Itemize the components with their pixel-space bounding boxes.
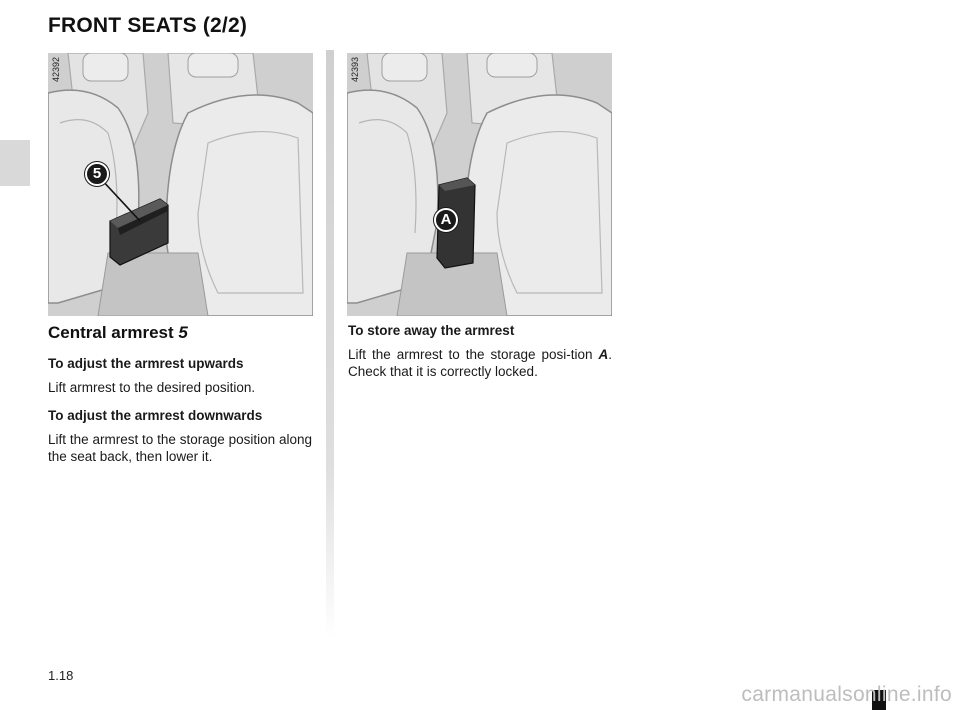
left-column xyxy=(48,322,312,476)
heading-ref: 5 xyxy=(178,323,188,342)
page-number: 1.18 xyxy=(48,668,74,683)
subhead-adjust-upwards: To adjust the armrest upwards xyxy=(48,356,244,371)
para-store-armrest xyxy=(348,346,612,380)
right-column xyxy=(348,322,612,391)
para-adjust-upwards: Lift armrest to the desired position. xyxy=(48,380,256,395)
watermark: carmanualsonline.info xyxy=(741,683,952,706)
callout-a-badge: A xyxy=(434,208,458,232)
section-tab-marker xyxy=(0,140,30,186)
subhead-store-armrest: To store away the armrest xyxy=(348,323,515,338)
figure-reference-number: 42393 xyxy=(350,57,360,83)
figure-armrest-stored xyxy=(347,53,612,316)
figure-reference-number: 42392 xyxy=(51,57,61,83)
seat-illustration-left xyxy=(48,53,313,316)
figure-armrest-lowered xyxy=(48,53,313,316)
subhead-adjust-downwards: To adjust the armrest downwards xyxy=(48,408,263,423)
column-divider xyxy=(326,50,334,640)
seat-illustration-right xyxy=(347,53,612,316)
para-adjust-downwards: Lift the armrest to the storage position along the seat back, then lower it. xyxy=(48,432,312,464)
store-text-before: Lift the armrest to the storage posi-tion xyxy=(348,347,599,362)
callout-5-badge: 5 xyxy=(85,162,109,186)
store-text-ref: A xyxy=(598,347,609,362)
section-heading-central-armrest xyxy=(48,322,312,344)
store-text-after: . Check that it is correctly locked. xyxy=(348,347,612,379)
page-title: FRONT SEATS (2/2) xyxy=(48,14,248,37)
heading-text: Central armrest xyxy=(48,323,174,342)
